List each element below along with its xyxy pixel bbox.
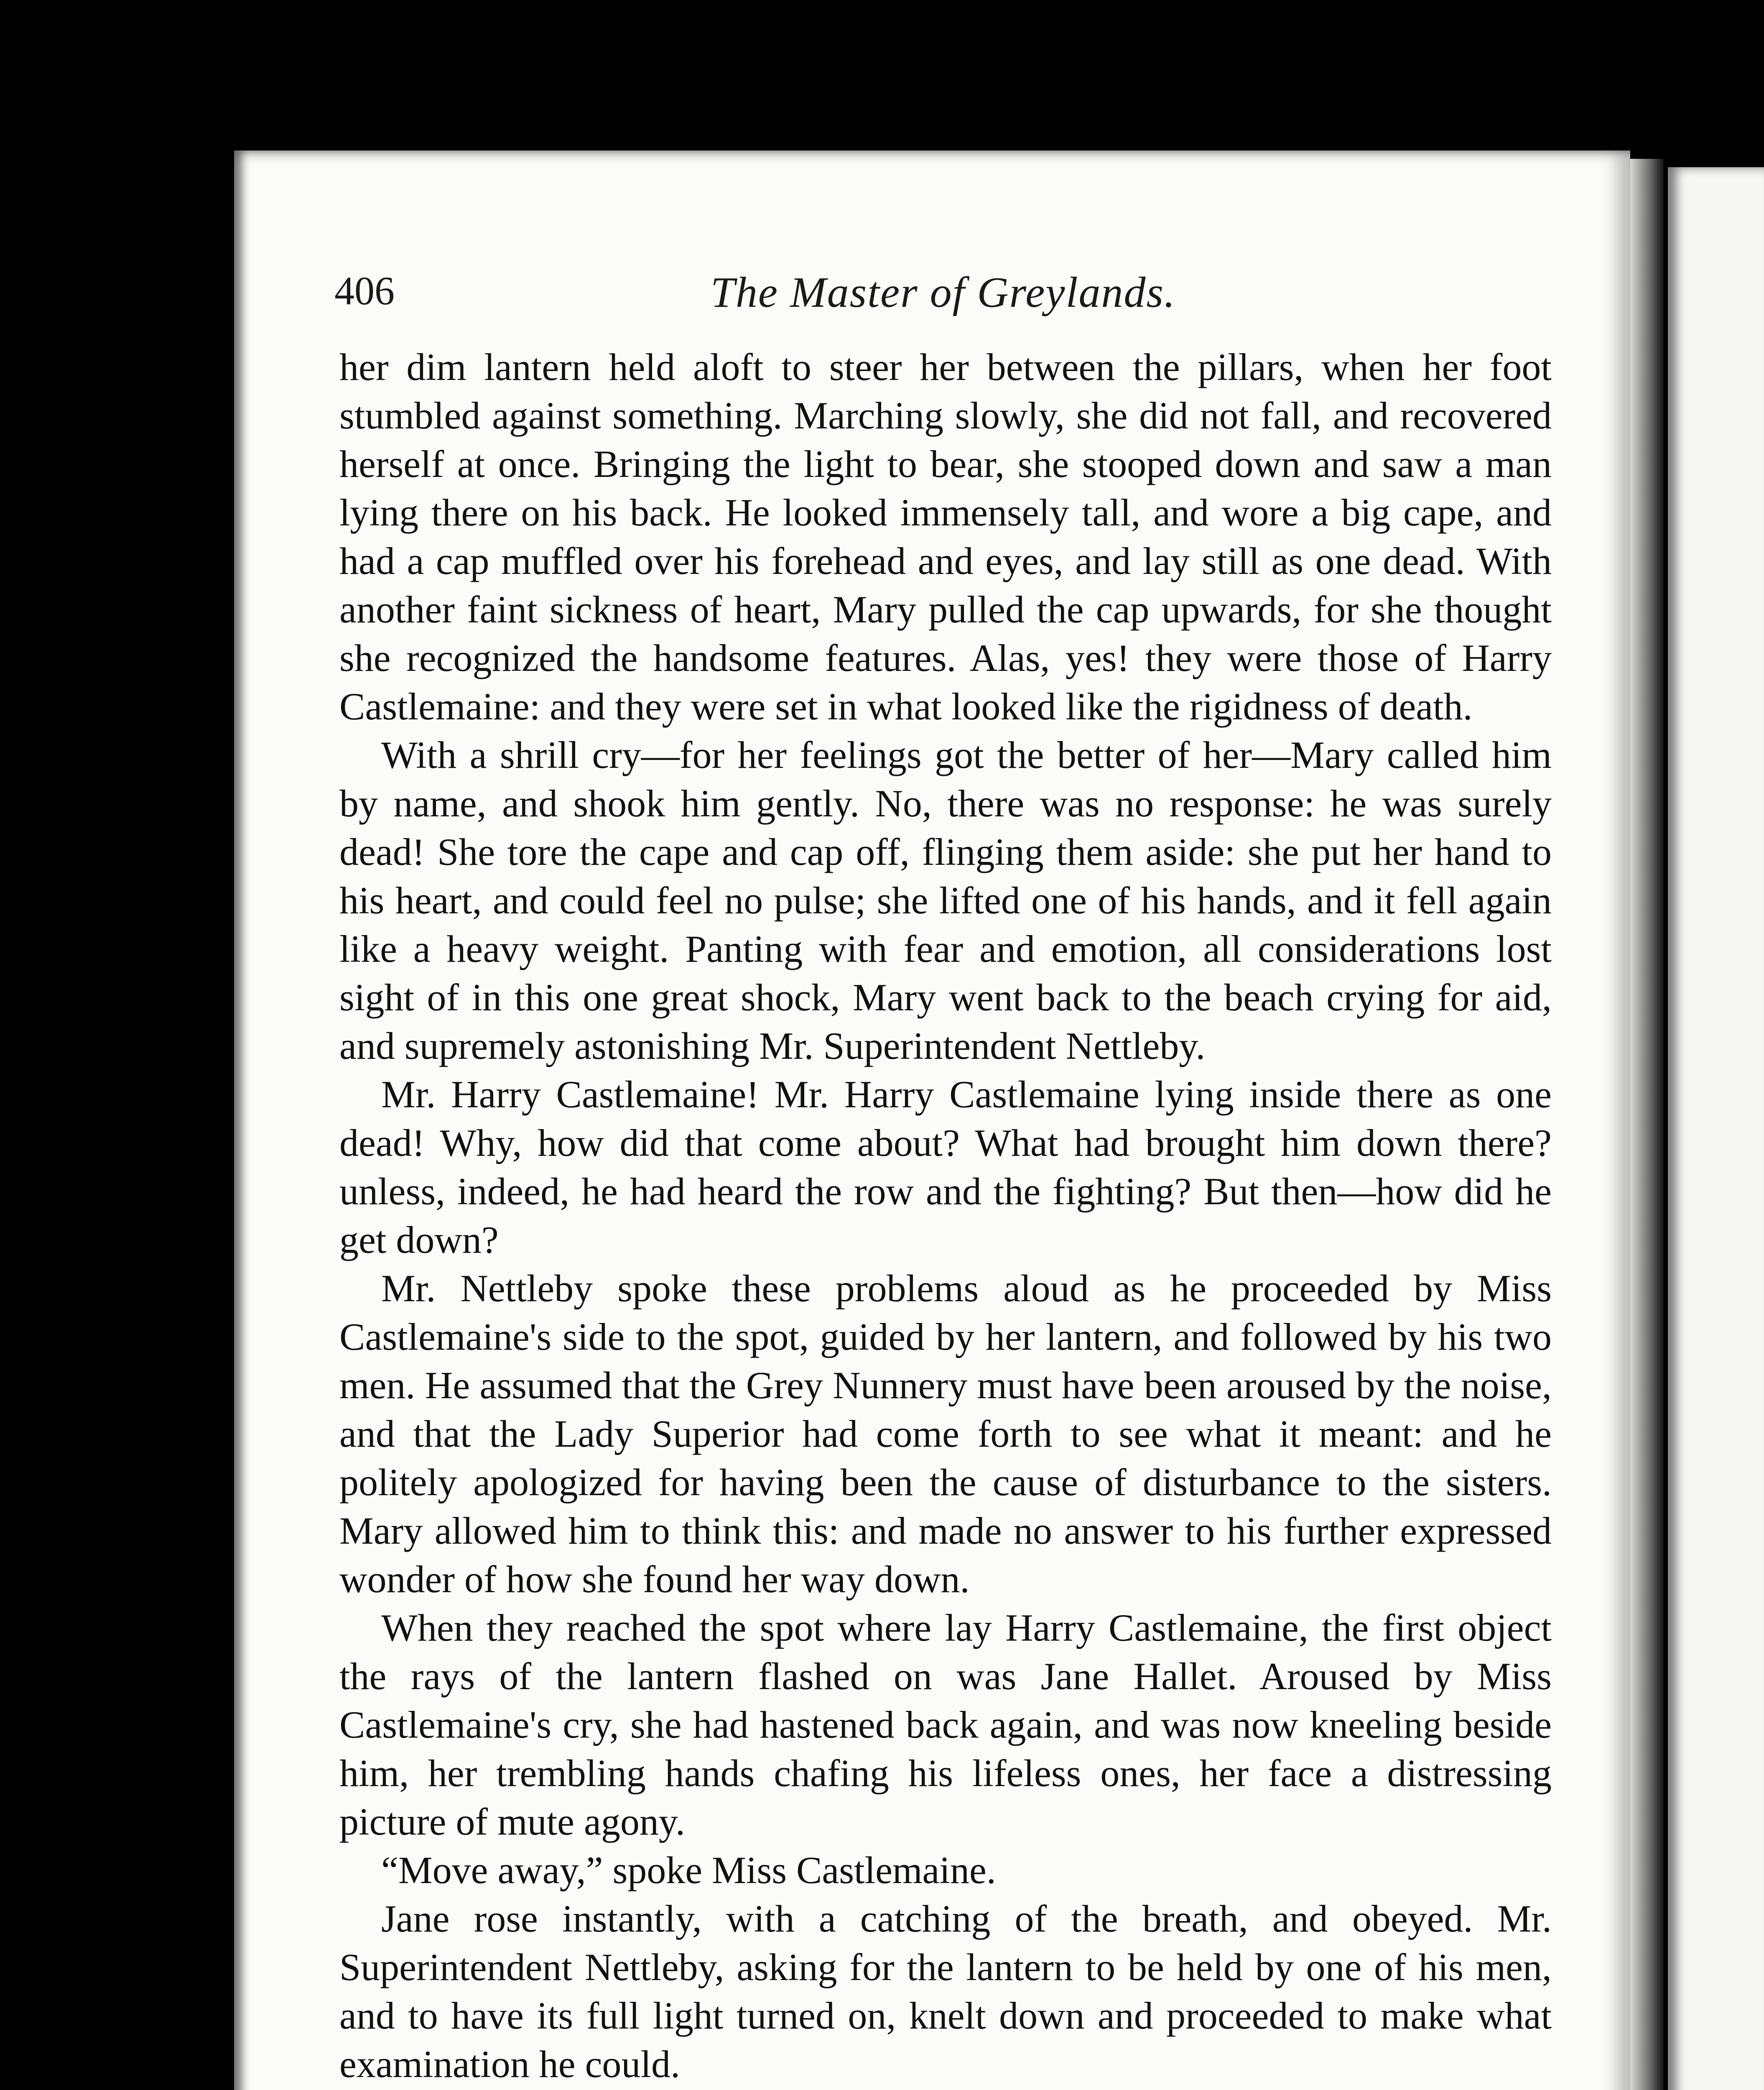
body-text (339, 343, 1552, 2090)
paragraph: Jane rose instantly, with a catching of the breath, and obeyed. Mr. Superintendent Nettleby, asking for the lantern to be held by one of his men, and to have its full light turned on, knelt down and proceeded to make what examination he could. (339, 1897, 1552, 2085)
book-title: The Master of Greylands. (711, 268, 1176, 316)
page-gutter-shadow (1630, 159, 1664, 2090)
paragraph: “Move away,” spoke Miss Castlemaine. (381, 1849, 996, 1891)
running-head (334, 268, 1547, 326)
paragraph: Mr. Nettleby spoke these problems aloud as he proceeded by Miss Castlemaine's side to the spot, guided by her lantern, and followed by his two men. He assumed that the Grey Nunnery must have been aroused by the noise, and that the Lady Superior had come forth to see what it meant: and he politely apologized for having been the cause of disturbance to the sisters. Mary allowed him to think this: and made no answer to his further expressed wonder of how she found her way down. (339, 1267, 1552, 1601)
paragraph: her dim lantern held aloft to steer her between the pillars, when her foot stumbled against something. Marching slowly, she did not fall, and recovered herself at once. Bringing the light to bear, she stooped down and saw a man lying there on his back. He looked immensely tall, and wore a big cape, and had a cap muffled over his forehead and eyes, and lay still as one dead. With another faint sickness of heart, Mary pulled the cap upwards, for she thought she recognized the handsome features. Alas, yes! they were those of Harry Castlemaine: and they were set in what looked like the rigidness of death. (339, 346, 1552, 728)
page-number: 406 (334, 268, 395, 313)
paragraph: With a shrill cry—for her feelings got the better of her—Mary called him by name, and shook him gently. No, there was no response: he was surely dead! She tore the cape and cap off, flinging them aside: she put her hand to his heart, and could feel no pulse; she lifted one of his hands, and it fell again like a heavy weight. Panting with fear and emotion, all considerations lost sight of in this one great shock, Mary went back to the beach crying for aid, and supremely astonishing Mr. Superintendent Nettleby. (339, 734, 1552, 1067)
paragraph: Mr. Harry Castlemaine! Mr. Harry Castlemaine lying inside there as one dead! Why, how did that come about? What had brought him down there? unless, indeed, he had heard the row and the fighting? But then—how did he get down? (339, 1073, 1552, 1261)
paragraph: When they reached the spot where lay Harry Castlemaine, the first object the rays of the lantern flashed on was Jane Hallet. Aroused by Miss Castlemaine's cry, she had hastened back again, and was now kneeling beside him, her trembling hands chafing his lifeless ones, her face a distressing picture of mute agony. (339, 1606, 1552, 1843)
paragraph (339, 2088, 1552, 2090)
facing-page (1668, 167, 1764, 2090)
